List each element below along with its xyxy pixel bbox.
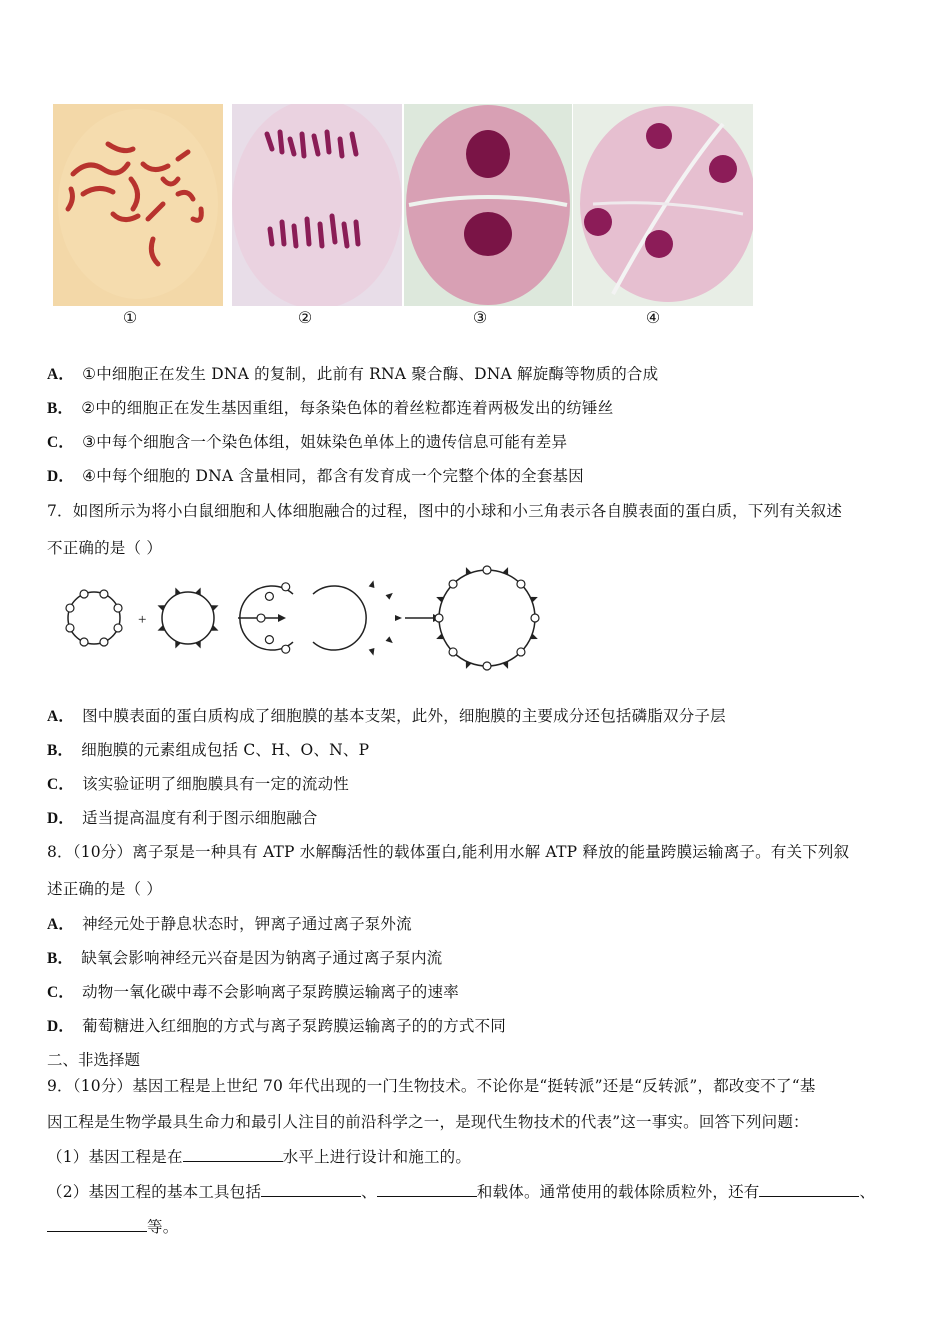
answer-blank-3[interactable] <box>377 1182 477 1197</box>
option-text: 细胞膜的元素组成包括 C、H、O、N、P <box>81 741 370 759</box>
q9-sub2-suffix: 等。 <box>147 1218 179 1236</box>
q7-stem-line2: 不正确的是（ ） <box>47 539 163 557</box>
protein-triangle <box>395 615 402 621</box>
q6-option-d <box>47 464 584 486</box>
protein-ball <box>531 614 539 622</box>
separator: 、 <box>361 1183 377 1201</box>
separator: 、 <box>859 1183 876 1201</box>
option-text: ①中细胞正在发生 DNA 的复制，此前有 RNA 聚合酶、DNA 解旋酶等物质的合成 <box>82 365 659 383</box>
option-letter: A． <box>47 366 75 383</box>
answer-blank-2[interactable] <box>261 1182 361 1197</box>
micrograph-2 <box>232 104 402 306</box>
figure-label-2: ② <box>297 308 313 327</box>
figure-label-4: ④ <box>645 308 661 327</box>
option-letter: B． <box>47 400 74 417</box>
protein-ball <box>100 638 108 646</box>
protein-ball <box>66 624 74 632</box>
protein-triangle <box>369 580 375 588</box>
micrograph-3 <box>404 104 572 306</box>
mouse-cell <box>68 592 120 644</box>
q7-option-b <box>47 738 369 760</box>
option-letter: B． <box>47 742 74 759</box>
option-text: ③中每个细胞含一个染色体组，姐妹染色单体上的遗传信息可能有差异 <box>82 433 568 451</box>
q6-option-a <box>47 362 658 384</box>
option-text: 该实验证明了细胞膜具有一定的流动性 <box>82 775 349 793</box>
protein-ball <box>517 580 525 588</box>
q9-stem-line1: 9．（10分）基因工程是上世纪 70 年代出现的一门生物技术。不论你是“挺转派”还是“反转派”，都改变不了“基 <box>47 1077 816 1095</box>
q9-sub2-prefix: （2）基因工程的基本工具包括 <box>47 1183 262 1201</box>
option-letter: D． <box>47 1018 75 1035</box>
protein-ball <box>517 648 525 656</box>
human-cell <box>162 592 214 644</box>
figure-label-3: ③ <box>472 308 488 327</box>
q8-option-d <box>47 1014 506 1036</box>
protein-ball <box>114 624 122 632</box>
q7-option-d <box>47 806 318 828</box>
q9-sub1-prefix: （1）基因工程是在 <box>47 1148 183 1166</box>
protein-ball <box>114 604 122 612</box>
figure-label-1: ① <box>122 308 138 327</box>
protein-ball <box>282 583 290 591</box>
q6-option-b <box>47 396 613 418</box>
option-letter: C． <box>47 984 75 1001</box>
protein-ball <box>265 636 273 644</box>
option-text: 神经元处于静息状态时，钾离子通过离子泵外流 <box>82 915 412 933</box>
q8-option-b <box>47 946 442 968</box>
protein-ball <box>80 638 88 646</box>
answer-blank-5[interactable] <box>47 1217 147 1232</box>
protein-ball <box>80 590 88 598</box>
answer-blank-1[interactable] <box>183 1147 283 1162</box>
option-text: 适当提高温度有利于图示细胞融合 <box>82 809 318 827</box>
q8-option-c <box>47 980 459 1002</box>
option-text: 缺氧会影响神经元兴奋是因为钠离子通过离子泵内流 <box>81 949 443 967</box>
protein-ball <box>100 590 108 598</box>
protein-ball <box>66 604 74 612</box>
q9-sub1 <box>47 1145 471 1167</box>
q7-option-a <box>47 704 726 726</box>
fusing-cell-right <box>313 586 366 650</box>
protein-ball <box>257 614 265 622</box>
q7-option-c <box>47 772 349 794</box>
option-text: ②中的细胞正在发生基因重组，每条染色体的着丝粒都连着两极发出的纺锤丝 <box>81 399 614 417</box>
answer-blank-4[interactable] <box>759 1182 859 1197</box>
protein-triangle <box>386 593 393 600</box>
q6-option-c <box>47 430 567 452</box>
plus-sign: + <box>138 612 147 628</box>
q9-stem-line2: 因工程是生物学最具生命力和最引人注目的前沿科学之一，是现代生物技术的代表”这一事实。回答下列问题： <box>47 1113 809 1131</box>
micrograph-4 <box>573 104 753 306</box>
option-letter: D． <box>47 810 75 827</box>
option-text: 动物一氧化碳中毒不会影响离子泵跨膜运输离子的速率 <box>82 983 459 1001</box>
protein-ball <box>449 648 457 656</box>
protein-ball <box>265 592 273 600</box>
option-text: 葡萄糖进入红细胞的方式与离子泵跨膜运输离子的的方式不同 <box>82 1017 506 1035</box>
q7-stem-line1: 7．如图所示为将小白鼠细胞和人体细胞融合的过程，图中的小球和小三角表示各自膜表面的蛋白质，下列有关叙述 <box>47 502 843 520</box>
option-letter: A． <box>47 708 75 725</box>
option-text: 图中膜表面的蛋白质构成了细胞膜的基本支架，此外，细胞膜的主要成分还包括磷脂双分子层 <box>82 707 726 725</box>
protein-ball <box>449 580 457 588</box>
protein-ball <box>483 662 491 670</box>
option-letter: C． <box>47 434 75 451</box>
option-letter: D． <box>47 468 75 485</box>
option-letter: B． <box>47 950 74 967</box>
micrograph-1 <box>53 104 223 306</box>
q8-option-a <box>47 912 412 934</box>
q9-sub2 <box>47 1180 875 1202</box>
section-heading: 二、非选择题 <box>47 1051 141 1069</box>
option-letter: C． <box>47 776 75 793</box>
option-text: ④中每个细胞的 DNA 含量相同，都含有发育成一个完整个体的全套基因 <box>82 467 584 485</box>
protein-ball <box>435 614 443 622</box>
protein-triangle <box>386 636 393 643</box>
option-letter: A． <box>47 916 75 933</box>
q8-stem-line2: 述正确的是（ ） <box>47 880 163 898</box>
protein-ball <box>282 645 290 653</box>
cell-fusion-diagram <box>60 565 560 684</box>
q9-sub1-suffix: 水平上进行设计和施工的。 <box>282 1148 472 1166</box>
protein-triangle <box>369 648 375 656</box>
q9-sub2-cont <box>47 1215 178 1237</box>
q8-stem-line1: 8．（10分）离子泵是一种具有 ATP 水解酶活性的载体蛋白,能利用水解 ATP 释放的能量跨膜运输离子。有关下列叙 <box>47 843 850 861</box>
protein-ball <box>483 566 491 574</box>
q9-sub2-middle: 和载体。通常使用的载体除质粒外，还有 <box>476 1183 760 1201</box>
